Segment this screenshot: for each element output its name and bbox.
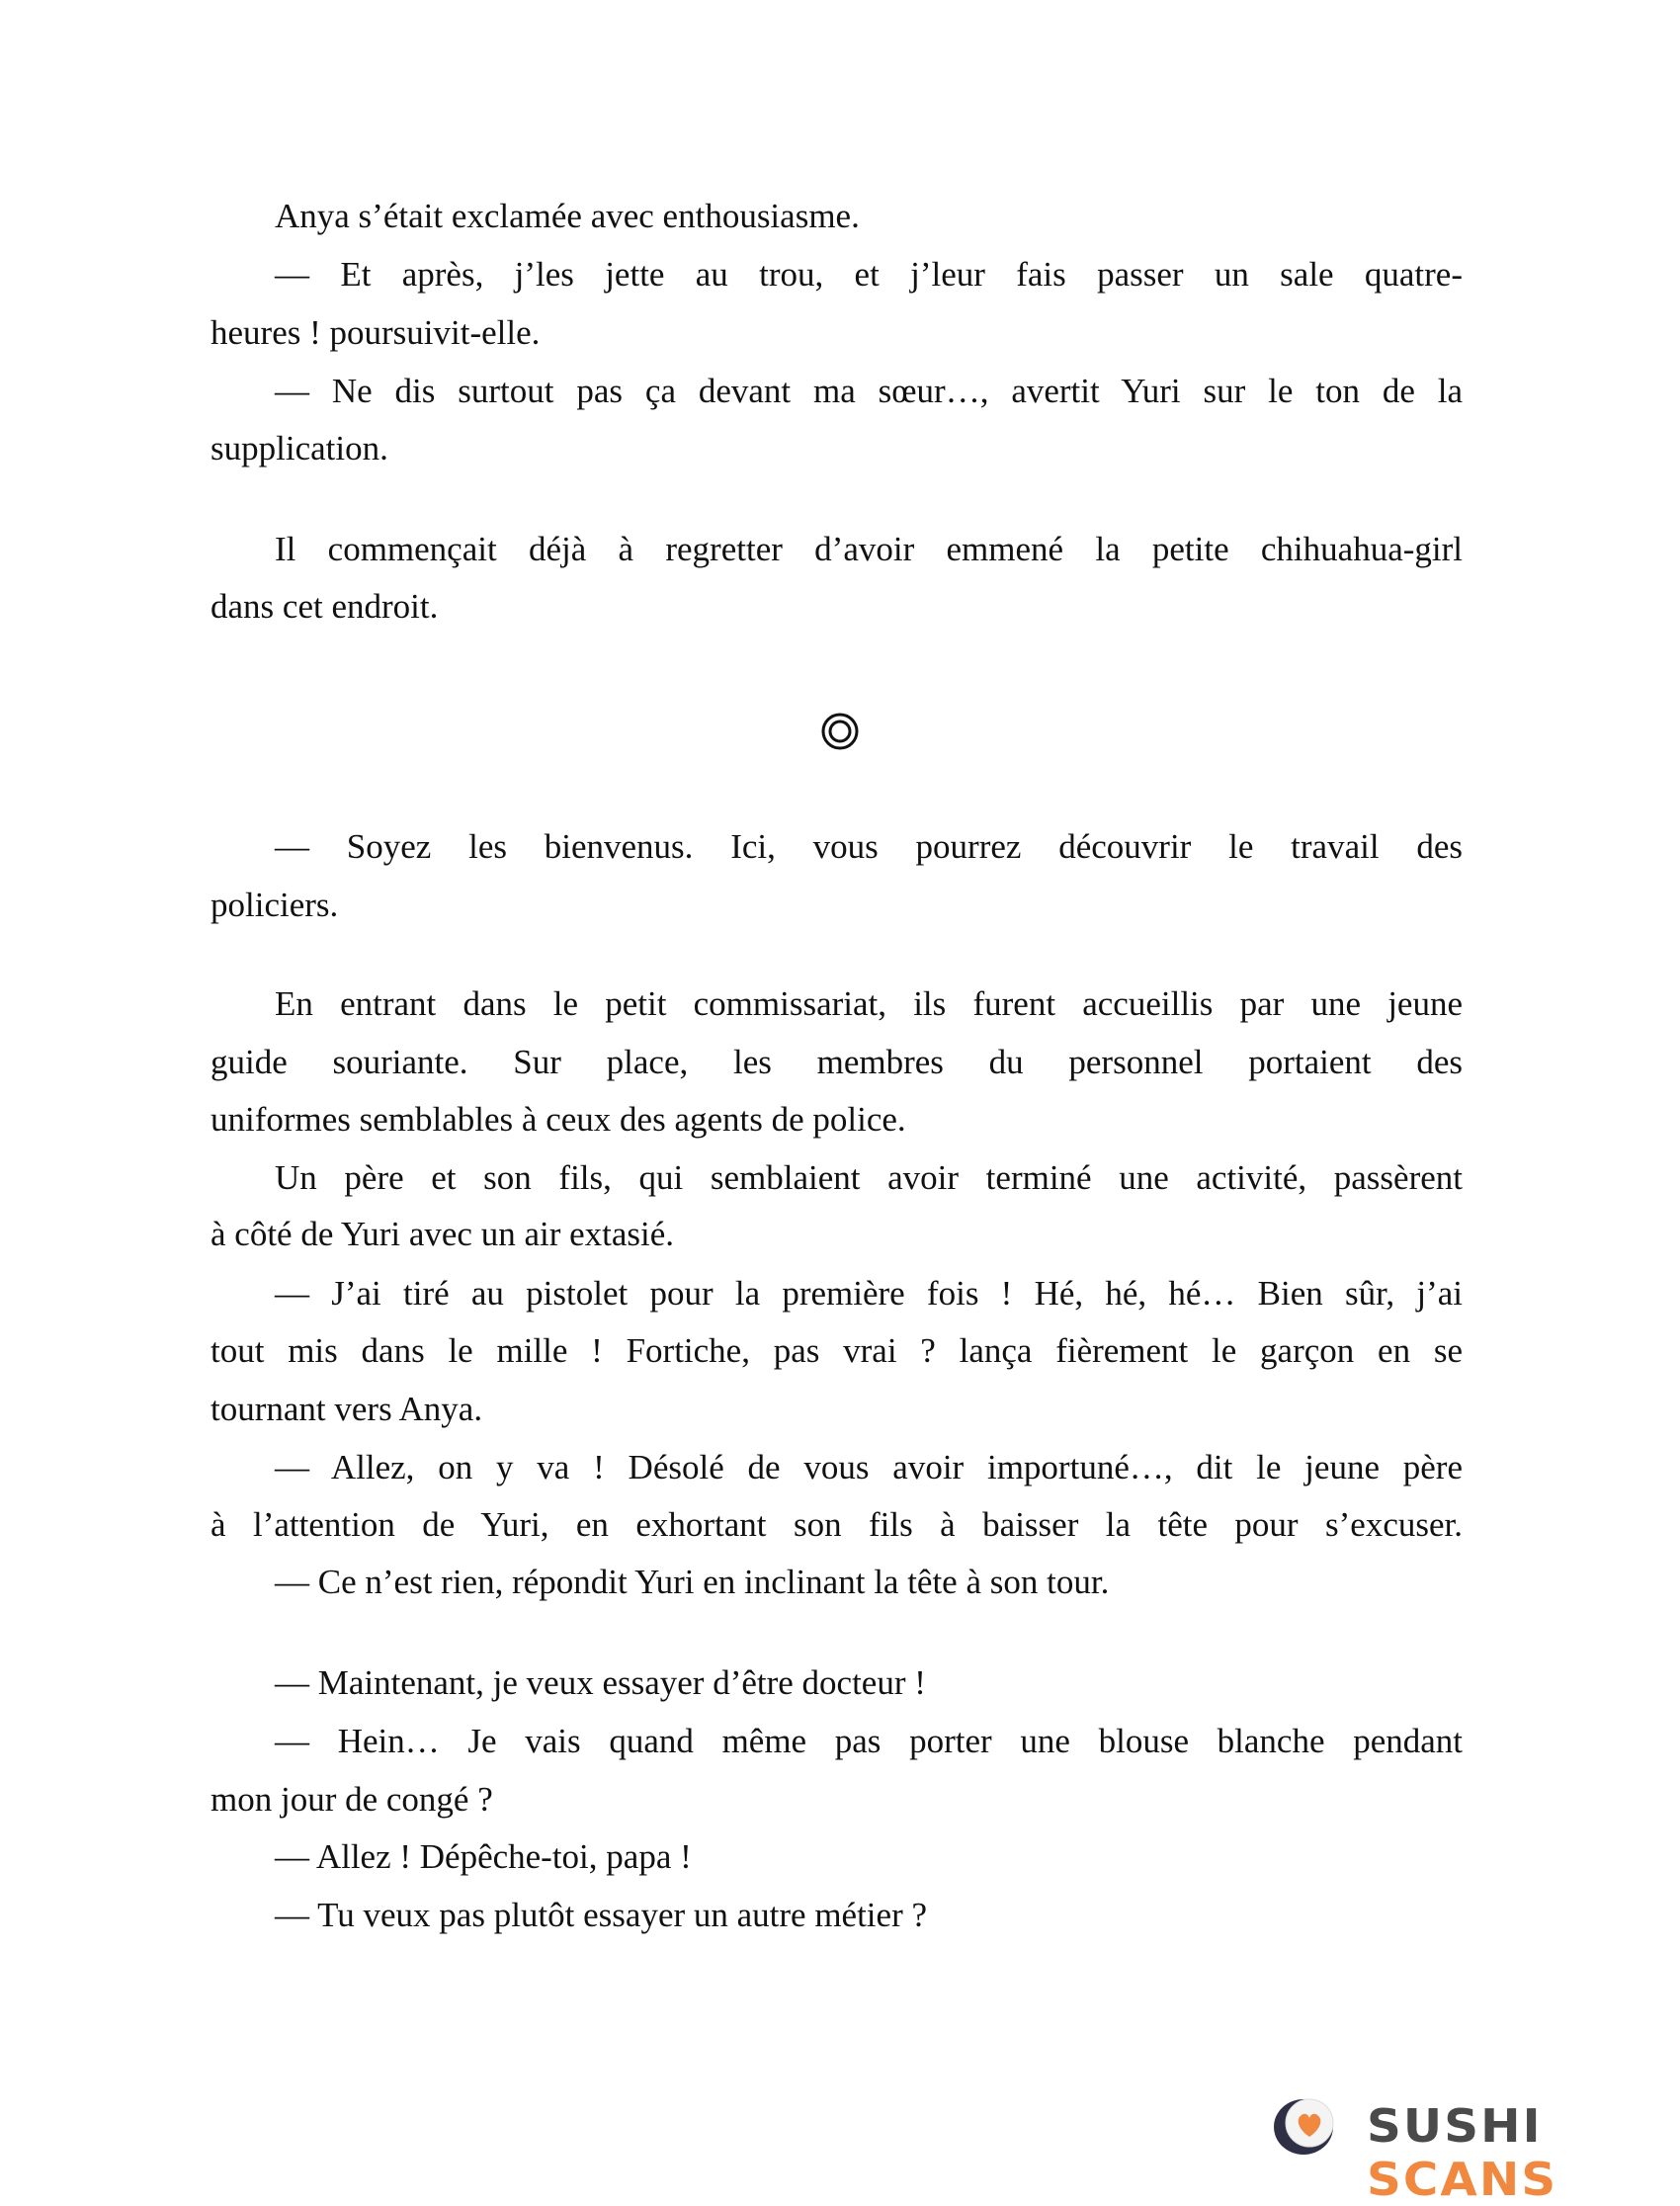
text-line: Anya s’était exclamée avec enthousiasme. [275, 197, 860, 235]
text-line: à côté de Yuri avec un air extasié. [210, 1215, 675, 1253]
text-line: supplication. [210, 429, 388, 467]
text-line: — Ne dis surtout pas ça devant ma sœur…, avertit Yuri sur le ton de la [275, 372, 1463, 410]
text-line: — Ce n’est rien, répondit Yuri en inclinant la tête à son tour. [275, 1563, 1110, 1601]
watermark-word-scans: SCANS [1367, 2153, 1558, 2206]
watermark-text [1367, 2099, 1678, 2206]
text-line: uniformes semblables à ceux des agents de police. [210, 1100, 906, 1139]
text-line: tout mis dans le mille ! Fortiche, pas vrai ? lança fièrement le garçon en se [210, 1331, 1463, 1370]
text-line: — Allez ! Dépêche-toi, papa ! [275, 1837, 692, 1876]
double-circle-icon [820, 712, 860, 751]
text-line: tournant vers Anya. [210, 1390, 483, 1428]
sushi-roll-heart-icon [1268, 2093, 1347, 2157]
text-line: — Tu veux pas plutôt essayer un autre métier ? [275, 1896, 928, 1934]
text-line: heures ! poursuivit-elle. [210, 313, 541, 352]
text-line: guide souriante. Sur place, les membres du personnel portaient des [210, 1043, 1463, 1081]
text-line: En entrant dans le petit commissariat, ils furent accueillis par une jeune [275, 984, 1463, 1023]
text-line: — Maintenant, je veux essayer d’être docteur ! [275, 1663, 926, 1702]
text-line: mon jour de congé ? [210, 1780, 493, 1819]
text-line: policiers. [210, 886, 339, 924]
sushi-scans-watermark [1268, 2093, 1663, 2206]
text-line: — Allez, on y va ! Désolé de vous avoir importuné…, dit le jeune père [275, 1448, 1463, 1486]
text-line: Un père et son fils, qui semblaient avoir terminé une activité, passèrent [275, 1158, 1463, 1197]
text-line: dans cet endroit. [210, 587, 439, 626]
text-line: — Et après, j’les jette au trou, et j’leur fais passer un sale quatre- [275, 255, 1463, 294]
text-line: — Soyez les bienvenus. Ici, vous pourrez découvrir le travail des [275, 827, 1463, 866]
text-line: — Hein… Je vais quand même pas porter une blouse blanche pendant [275, 1722, 1463, 1760]
watermark-word-sushi: SUSHI [1367, 2099, 1543, 2153]
text-line: à l’attention de Yuri, en exhortant son fils à baisser la tête pour s’excuser. [210, 1505, 1463, 1544]
text-line: — J’ai tiré au pistolet pour la première fois ! Hé, hé, hé… Bien sûr, j’ai [275, 1274, 1463, 1313]
text-line: Il commençait déjà à regretter d’avoir emmené la petite chihuahua-girl [275, 530, 1463, 568]
